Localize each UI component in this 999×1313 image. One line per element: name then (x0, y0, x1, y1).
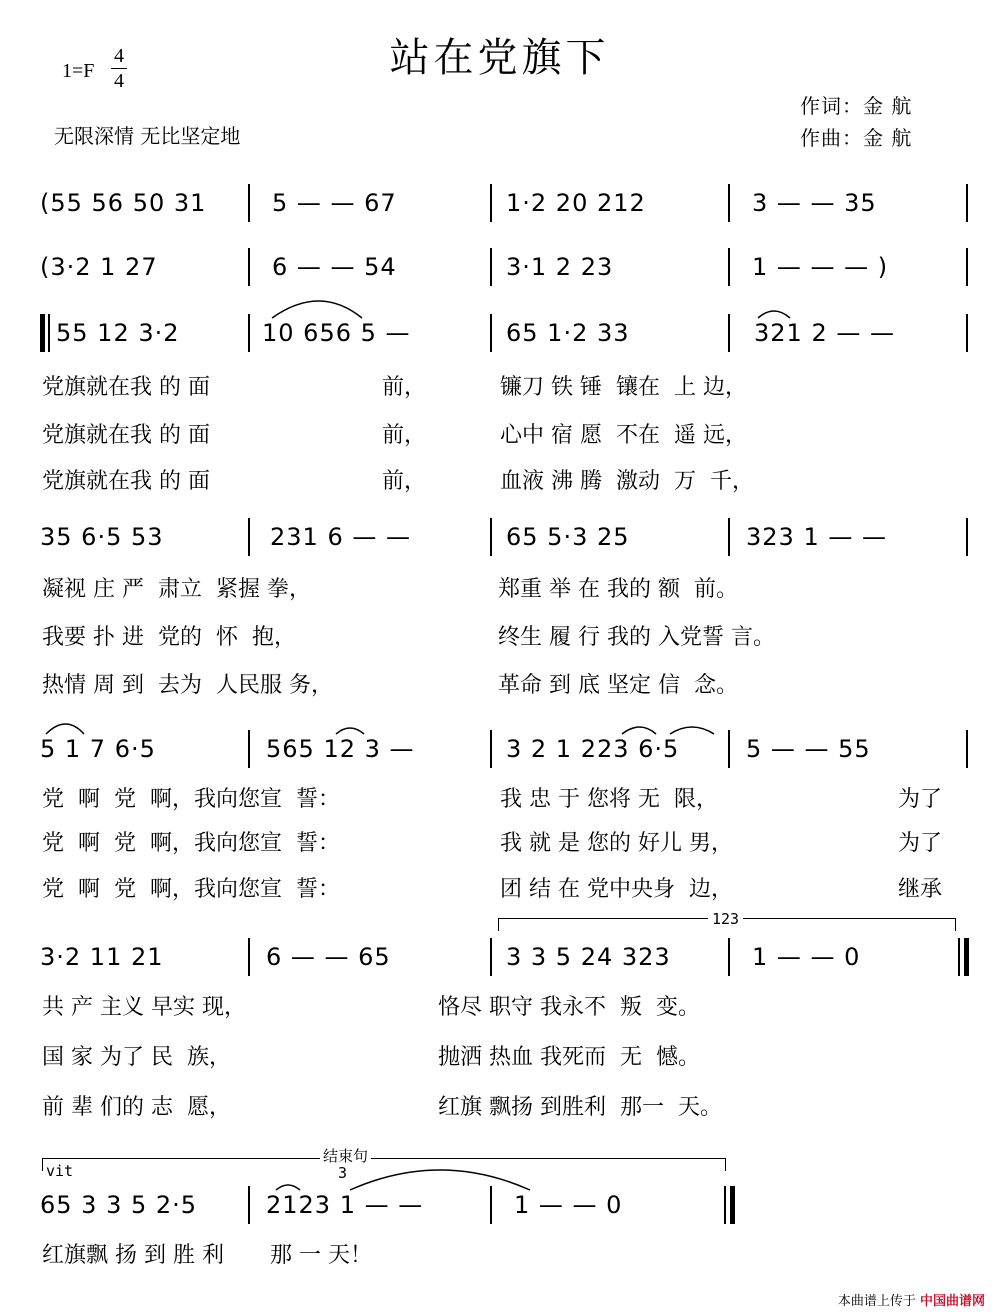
lyric-text: 我 就 是 您的 好儿 男， (500, 831, 733, 856)
footer-brand: 中国曲谱网 (919, 1294, 985, 1309)
lyric-text: 镰刀 铁 锤 镶在 上 边， (500, 375, 747, 400)
measure: 65 3 3 5 2·5 (40, 1191, 198, 1219)
measure: (3·2 1 27 (40, 253, 158, 281)
lyric-text: 红旗 飘扬 到胜利 那一 天。 (438, 1095, 722, 1120)
measure: 3·2 11 21 (40, 943, 164, 971)
measure: 5 — — 67 (272, 189, 397, 217)
measure: 231 6 — — (270, 523, 411, 551)
lyric-text: 团 结 在 党中央身 边， (500, 877, 733, 902)
measure: (55 56 50 31 (40, 189, 207, 217)
measure: 65 1·2 33 (506, 319, 630, 347)
vit-marking: vit (46, 1162, 74, 1180)
lyric-text: 红旗飘 扬 到 胜 利 (42, 1243, 224, 1268)
time-top: 4 (114, 45, 124, 67)
measure: 323 1 — — (746, 523, 887, 551)
lyric-text: 终生 履 行 我的 入党誓 言。 (498, 625, 775, 650)
measure: 1 — — — ) (752, 253, 889, 281)
measure: 55 12 3·2 (56, 319, 180, 347)
measure: 1·2 20 212 (506, 189, 646, 217)
lyric-text: 前， (382, 469, 427, 494)
lyric-text: 热情 周 到 去为 人民服 务， (42, 673, 333, 698)
composer-credit: 作曲：金 航 (800, 126, 913, 150)
lyric-text: 党 啊 党 啊，我向您宣 誓： (42, 831, 340, 856)
triplet-mark: 3 (338, 1164, 348, 1182)
lyric-text: 国 家 为了 民 族， (42, 1045, 231, 1070)
lyric-text: 前， (382, 375, 427, 400)
measure: 565 12 3 — (266, 735, 415, 763)
measure: 1 — — 0 (752, 943, 861, 971)
measure: 35 6·5 53 (40, 523, 164, 551)
measure: 5 — — 55 (746, 735, 871, 763)
lyric-text: 我 忠 于 您将 无 限， (500, 787, 718, 812)
measure: 6 — — 54 (272, 253, 397, 281)
lyric-text: 心中 宿 愿 不在 遥 远， (500, 423, 747, 448)
key-signature: 1=F (62, 60, 95, 82)
measure: 1 — — 0 (514, 1191, 623, 1219)
tempo-marking: 无限深情 无比坚定地 (54, 124, 241, 148)
lyric-text: 那 一 天！ (270, 1243, 372, 1268)
footer-text: 本曲谱上传于 (837, 1294, 916, 1309)
volta-label: 123 (708, 910, 743, 928)
lyric-text: 前 辈 们的 志 愿， (42, 1095, 231, 1120)
lyric-text: 血液 沸 腾 激动 万 千， (500, 469, 754, 494)
measure: 65 5·3 25 (506, 523, 630, 551)
measure: 3 2 1 223 6·5 (506, 735, 680, 763)
measure: 2123 1 — — (266, 1191, 424, 1219)
page-title: 站在党旗下 (389, 35, 610, 81)
measure: 10 656 5 — (262, 319, 411, 347)
lyric-text: 为了 (898, 831, 943, 856)
lyric-text: 党旗就在我 的 面 (42, 423, 210, 448)
lyric-text: 恪尽 职守 我永不 叛 变。 (438, 995, 700, 1020)
lyric-text: 为了 (898, 787, 943, 812)
measure: 3·1 2 23 (506, 253, 614, 281)
lyric-text: 前， (382, 423, 427, 448)
lyric-text: 我要 扑 进 党的 怀 抱， (42, 625, 296, 650)
measure: 3 3 5 24 323 (506, 943, 671, 971)
lyricist-credit: 作词：金 航 (800, 94, 913, 118)
lyric-text: 党旗就在我 的 面 (42, 375, 210, 400)
lyric-text: 凝视 庄 严 肃立 紧握 拳， (42, 577, 311, 602)
measure: 5 1 7 6·5 (40, 735, 156, 763)
footer-watermark (838, 1290, 985, 1309)
time-bottom: 4 (114, 70, 124, 92)
measure: 6 — — 65 (266, 943, 391, 971)
measure: 3 — — 35 (752, 189, 877, 217)
lyric-text: 党 啊 党 啊，我向您宣 誓： (42, 787, 340, 812)
lyric-text: 党旗就在我 的 面 (42, 469, 210, 494)
lyric-text: 共 产 主义 早实 现， (42, 995, 246, 1020)
lyric-text: 党 啊 党 啊，我向您宣 誓： (42, 877, 340, 902)
lyric-text: 抛洒 热血 我死而 无 憾。 (438, 1045, 700, 1070)
lyric-text: 郑重 举 在 我的 额 前。 (498, 577, 738, 602)
lyric-text: 继承 (898, 877, 943, 902)
measure: 321 2 — — (754, 319, 895, 347)
ending-label: 结束句 (320, 1145, 371, 1166)
lyric-text: 革命 到 底 坚定 信 念。 (498, 673, 738, 698)
